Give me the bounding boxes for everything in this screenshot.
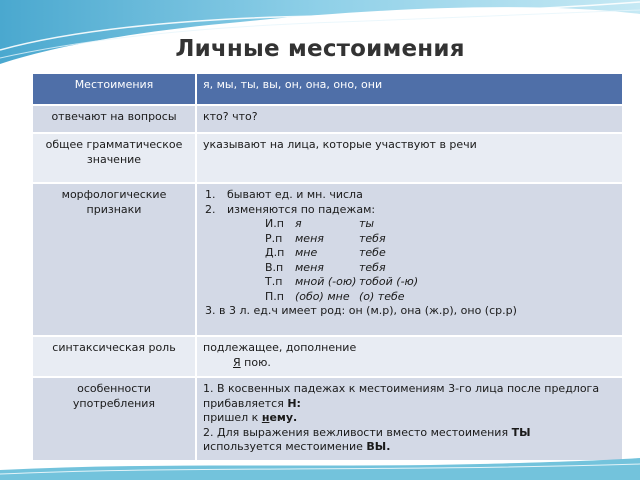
usage-line-4: используется местоимение ВЫ. bbox=[203, 440, 391, 453]
case-row: П.п (обо) мне (о) тебе bbox=[265, 289, 405, 303]
table-header-row bbox=[33, 74, 622, 106]
case-row: Д.п мне тебе bbox=[265, 246, 386, 259]
row-label-questions: отвечают на вопросы bbox=[33, 106, 197, 134]
pronouns-table bbox=[33, 74, 622, 462]
row-value-questions: кто? что? bbox=[197, 106, 622, 134]
morph-item-3: 3. в 3 л. ед.ч имеет род: он (м.р), она (ж.р), оно (ср.р) bbox=[205, 304, 517, 317]
morph-item-2: 2. изменяются по падежам: bbox=[205, 202, 376, 216]
row-label-usage: особенности употребления bbox=[33, 378, 197, 462]
case-row: И.п я ты bbox=[265, 217, 375, 230]
table-row bbox=[33, 184, 622, 337]
table-row bbox=[33, 106, 622, 134]
usage-line-1: 1. В косвенных падежах к местоимениям 3-го лица после предлога прибавляется Н: bbox=[203, 382, 600, 410]
page-title: Личные местоимения bbox=[175, 36, 465, 62]
syntax-example: Я пою. bbox=[233, 355, 271, 369]
row-value-meaning: указывают на лица, которые участвуют в речи bbox=[197, 134, 622, 184]
header-value: я, мы, ты, вы, он, она, оно, они bbox=[197, 74, 622, 106]
row-label-morph: морфологические признаки bbox=[33, 184, 197, 337]
usage-line-2: пришел к нему. bbox=[203, 411, 298, 424]
syntax-value: подлежащее, дополнение bbox=[203, 341, 357, 354]
row-value-syntax bbox=[197, 337, 622, 378]
case-row: Р.п меня тебя bbox=[265, 231, 386, 245]
row-value-morph bbox=[197, 184, 622, 337]
morph-item-1: 1. бывают ед. и мн. числа bbox=[205, 188, 363, 201]
table-row bbox=[33, 134, 622, 184]
bottom-wave-decoration bbox=[0, 440, 640, 480]
row-label-meaning: общее грамматическое значение bbox=[33, 134, 197, 184]
case-row: В.п меня тебя bbox=[265, 260, 386, 274]
case-row: Т.п мной (-ою) тобой (-ю) bbox=[265, 275, 419, 288]
table-row bbox=[33, 337, 622, 378]
header-label: Местоимения bbox=[33, 74, 197, 106]
row-label-syntax: синтаксическая роль bbox=[33, 337, 197, 378]
usage-line-3: 2. Для выражения вежливости вместо местоимения ТЫ bbox=[203, 425, 531, 439]
case-list bbox=[203, 217, 616, 304]
